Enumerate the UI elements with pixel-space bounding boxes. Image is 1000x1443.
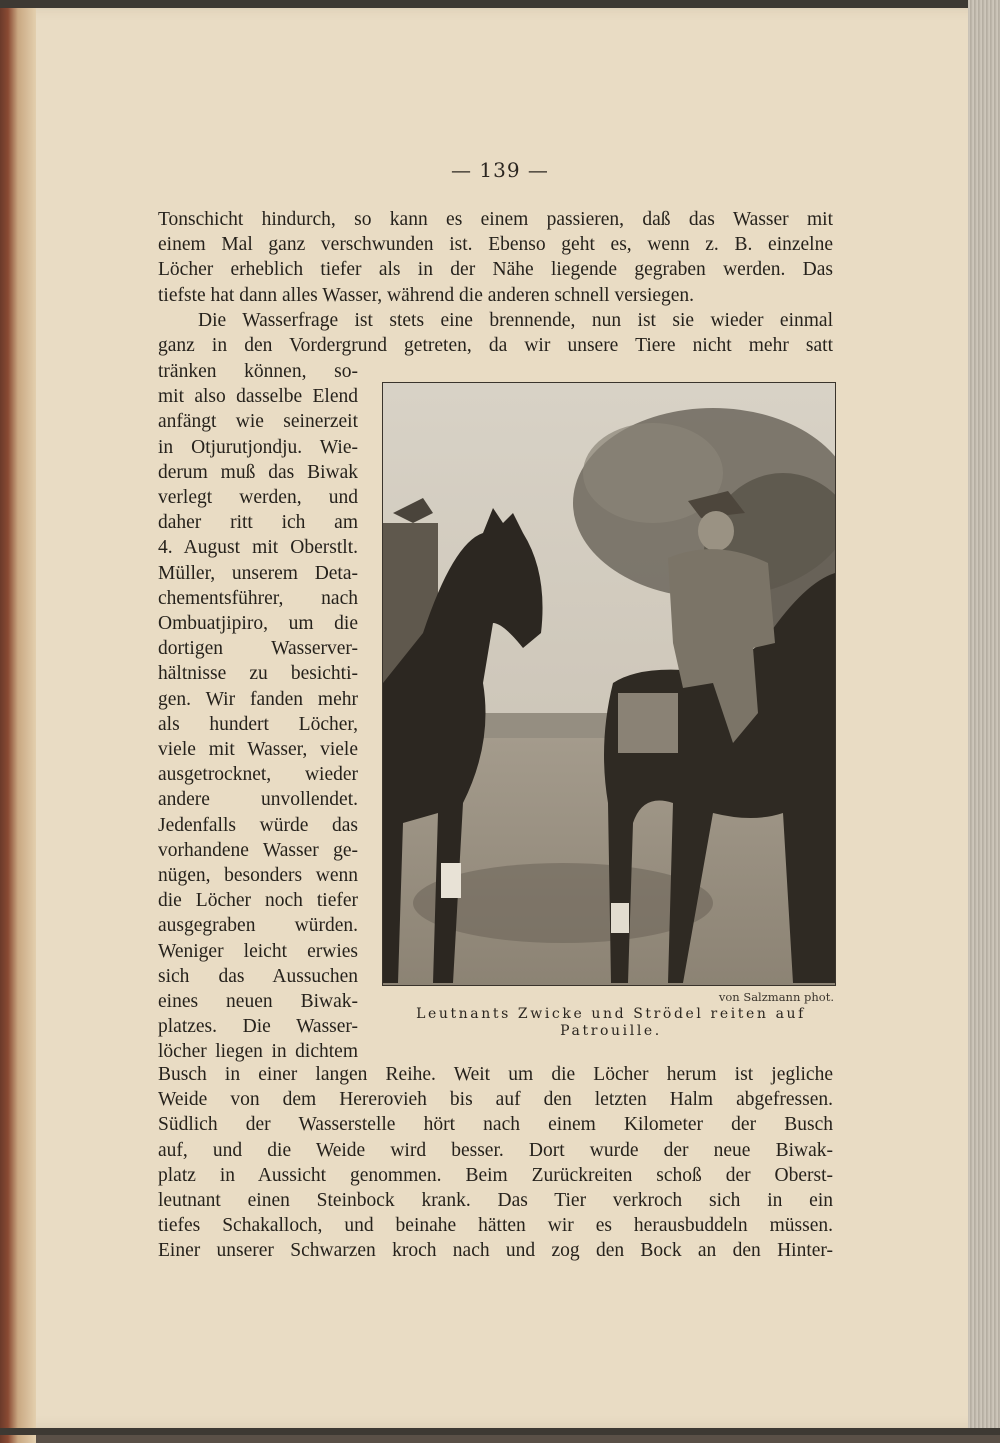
photograph-two-riders [382,382,836,986]
text-line: Einer unserer Schwarzen kroch nach und zog den Bock an den Hinter- [158,1240,833,1262]
text-line: Die Wasserfrage ist stets eine brennende, nun ist sie wieder einmal [198,309,833,331]
text-line: daher ritt ich am [158,512,358,534]
top-paragraph [158,207,833,358]
text-line: derum muß das Biwak [158,461,358,483]
text-line: auf, und die Weide wird besser. Dort wurde der neue Biwak- [158,1139,833,1161]
book-page [0,8,968,1428]
text-line: einem Mal ganz verschwunden ist. Ebenso geht es, wenn z. B. einzelne [158,234,833,256]
text-line: chementsführer, nach [158,587,358,609]
text-line: Müller, unserem Deta- [158,562,358,584]
text-line: 4. August mit Oberstlt. [158,537,358,559]
caption-line: Patrouille. [560,1023,662,1039]
bottom-paragraph [158,1062,833,1264]
text-line: gen. Wir fanden mehr [158,688,358,710]
text-line: viele mit Wasser, viele [158,739,358,761]
text-line: sich das Aussuchen [158,965,358,987]
text-line: platzes. Die Wasser- [158,1016,358,1038]
figure-caption [396,1006,826,1040]
text-line: ausgetrocknet, wieder [158,764,358,786]
text-line: eines neuen Biwak- [158,991,358,1013]
text-line: Südlich der Wasserstelle hört nach einem Kilometer der Busch [158,1114,833,1136]
text-line: anfängt wie seinerzeit [158,411,358,433]
text-line: Jedenfalls würde das [158,814,358,836]
photo-illustration [383,383,835,985]
text-line: Tonschicht hindurch, so kann es einem passieren, daß das Wasser mit [158,209,833,230]
text-line: tiefes Schakalloch, und beinahe hätten wir es herausbuddeln müssen. [158,1215,833,1237]
text-line: in Otjurutjondju. Wie- [158,436,358,458]
book-spine-edge [0,8,36,1443]
page-stack-edge [968,0,1000,1435]
text-line: ausgegraben würden. [158,915,358,937]
text-line: mit also dasselbe Elend [158,386,358,408]
text-line: hältnisse zu besichti- [158,663,358,685]
text-line: Ombuatjipiro, um die [158,613,358,635]
text-line: Weide von dem Hererovieh bis auf den letzten Halm abgefressen. [158,1089,833,1111]
text-line: ganz in den Vordergrund getreten, da wir unsere Tiere nicht mehr satt [158,335,833,357]
caption-line: Leutnants Zwicke und Strödel reiten auf [416,1006,806,1022]
text-line: Löcher erheblich tiefer als in der Nähe liegende gegraben werden. Das [158,259,833,281]
text-line: Weniger leicht erwies [158,940,358,962]
wrapped-text-column [158,359,358,1065]
text-line: platz in Aussicht genommen. Beim Zurückreiten schoß der Oberst- [158,1164,833,1186]
page-number: — 139 — [451,158,549,182]
photo-credit: von Salzmann phot. [718,990,834,1004]
scan-top-edge [0,0,1000,8]
text-line: nügen, besonders wenn [158,865,358,887]
text-line: tränken können, so- [158,361,358,382]
scan-bottom-edge [0,1428,1000,1435]
text-line: verlegt werden, und [158,487,358,509]
text-line: andere unvollendet. [158,789,358,811]
text-line: die Löcher noch tiefer [158,890,358,912]
text-line: dortigen Wasserver- [158,638,358,660]
text-line: als hundert Löcher, [158,713,358,735]
text-line: tiefste hat dann alles Wasser, während die anderen schnell versiegen. [158,284,695,306]
text-line: löcher liegen in dichtem [158,1041,358,1063]
text-line: vorhandene Wasser ge- [158,839,358,861]
text-line: Busch in einer langen Reihe. Weit um die Löcher herum ist jegliche [158,1064,833,1085]
text-line: leutnant einen Steinbock krank. Das Tier verkroch sich in ein [158,1190,833,1212]
